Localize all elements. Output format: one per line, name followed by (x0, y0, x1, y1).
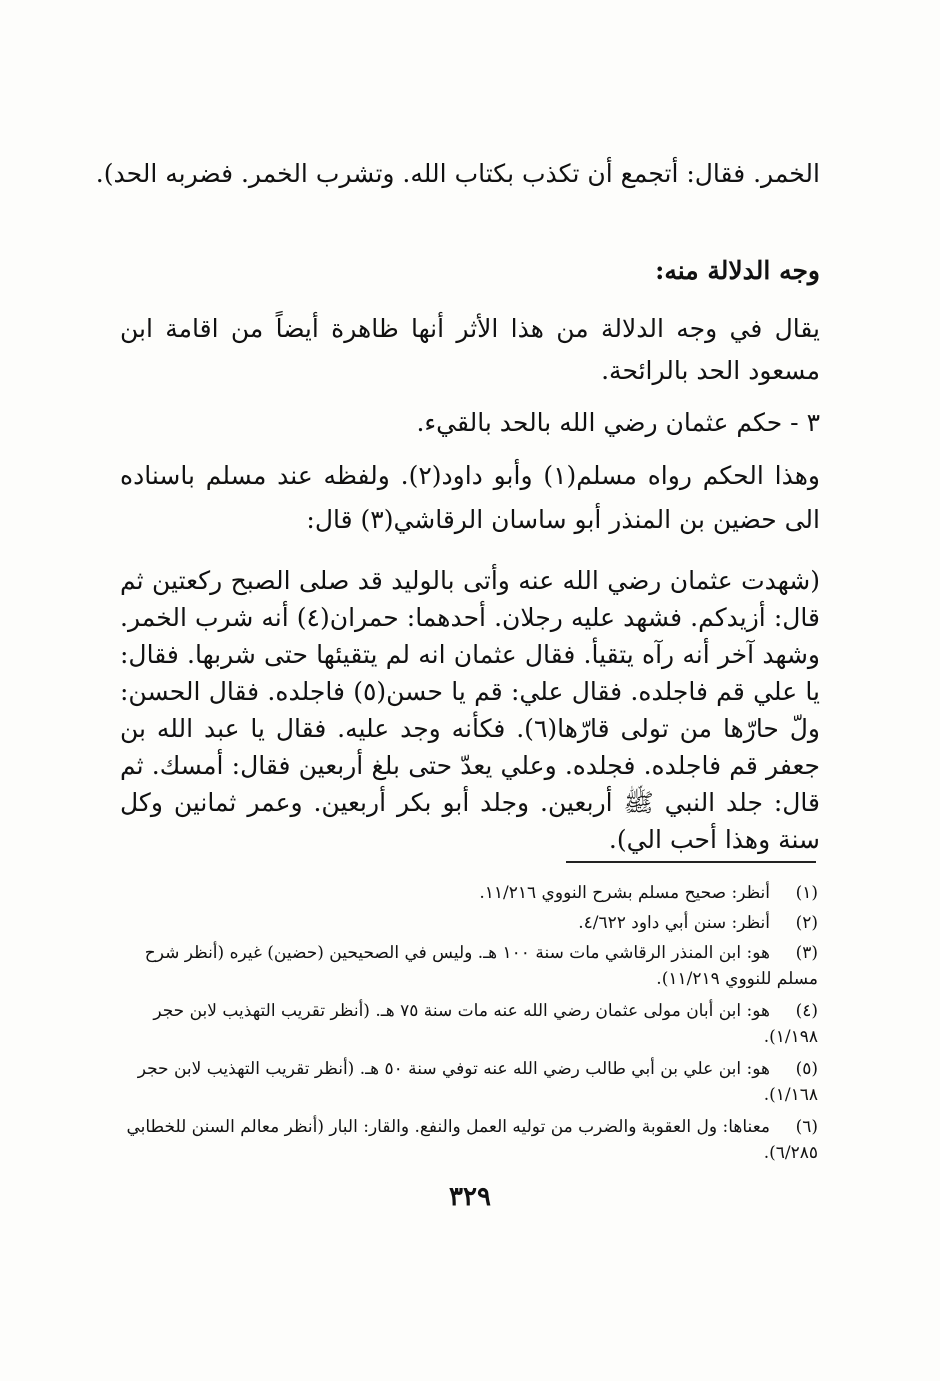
footnote-text: أنظر: صحيح مسلم بشرح النووي ١١/٢١٦. (479, 883, 770, 903)
continuation-line: الخمر. فقال: أتجمع أن تكذب بكتاب الله. وتشرب الخمر. فضربه الحد). (95, 159, 820, 188)
footnote-text: هو: ابن أبان مولى عثمان رضي الله عنه مات سنة ٧٥ هـ. (أنظر تقريب التهذيب لابن حجر ١/١٩٨). (153, 1001, 818, 1047)
footnote-4 (112, 998, 818, 1050)
item-3: ٣ - حكم عثمان رضي الله بالحد بالقيء. (416, 408, 820, 437)
footnote-text: معناها: ول العقوبة والضرب من توليه العمل والنفع. والقار: البار (أنظر معالم السنن للخطابي ٦/٢٨٥). (126, 1117, 818, 1163)
footnote-text: أنظر: سنن أبي داود ٤/٦٢٢. (578, 913, 770, 933)
footnote-number: (٥) (795, 1059, 818, 1079)
footnote-1 (112, 880, 818, 906)
footnote-text: هو: ابن علي بن أبي طالب رضي الله عنه توفي سنة ٥٠ هـ. (أنظر تقريب التهذيب لابن حجر ١/١٦٨). (137, 1059, 818, 1105)
section-heading: وجه الدلالة منه: (655, 256, 820, 285)
footnote-3 (112, 940, 818, 992)
paragraph-quote: (شهدت عثمان رضي الله عنه وأتى بالوليد قد صلى الصبح ركعتين ثم قال: أزيدكم. فشهد عليه رجلان. أحدهما: حمران(٤) أنه شرب الخمر. وشهد آخر أنه رآه يتقيأ. فقال عثمان انه لم يتقيئها حتى شربها. فقال: يا علي قم فاجلده. فقال علي: قم يا حسن(٥) فاجلده. فقال الحسن: ولّ حارّها من تولى قارّها(٦). فكأنه وجد عليه. فقال يا عبد الله بن جعفر قم فاجلده. فجلده. وعلي يعدّ حتى بلغ أربعين فقال: أمسك. ثم قال: جلد النبي ﷺ أربعين. وجلد أبو بكر أربعين. وعمر ثمانين وكل سنة وهذا أحب الي). (120, 566, 820, 854)
paragraph-evidence: يقال في وجه الدلالة من هذا الأثر أنها ظاهرة أيضاً من اقامة ابن مسعود الحد بالرائحة. (120, 314, 820, 385)
footnote-2 (112, 910, 818, 936)
footnote-5 (112, 1056, 818, 1108)
footnote-number: (٢) (795, 913, 818, 933)
footnote-number: (٣) (795, 943, 818, 963)
footnote-number: (١) (795, 883, 818, 903)
footnote-number: (٤) (795, 1001, 818, 1021)
footnote-divider (566, 861, 816, 863)
footnote-number: (٦) (795, 1117, 818, 1137)
footnote-6 (112, 1114, 818, 1166)
page-number: ٣٢٩ (449, 1182, 491, 1212)
footnote-text: هو: ابن المنذر الرقاشي مات سنة ١٠٠ هـ. وليس في الصحيحين (حضين) غيره (أنظر شرح مسلم للنووي ١١/٢١٩). (144, 943, 818, 989)
paragraph-narration: وهذا الحكم رواه مسلم(١) وأبو داود(٢). ولفظه عند مسلم باسناده الى حضين بن المنذر أبو ساسان الرقاشي(٣) قال: (120, 461, 821, 534)
